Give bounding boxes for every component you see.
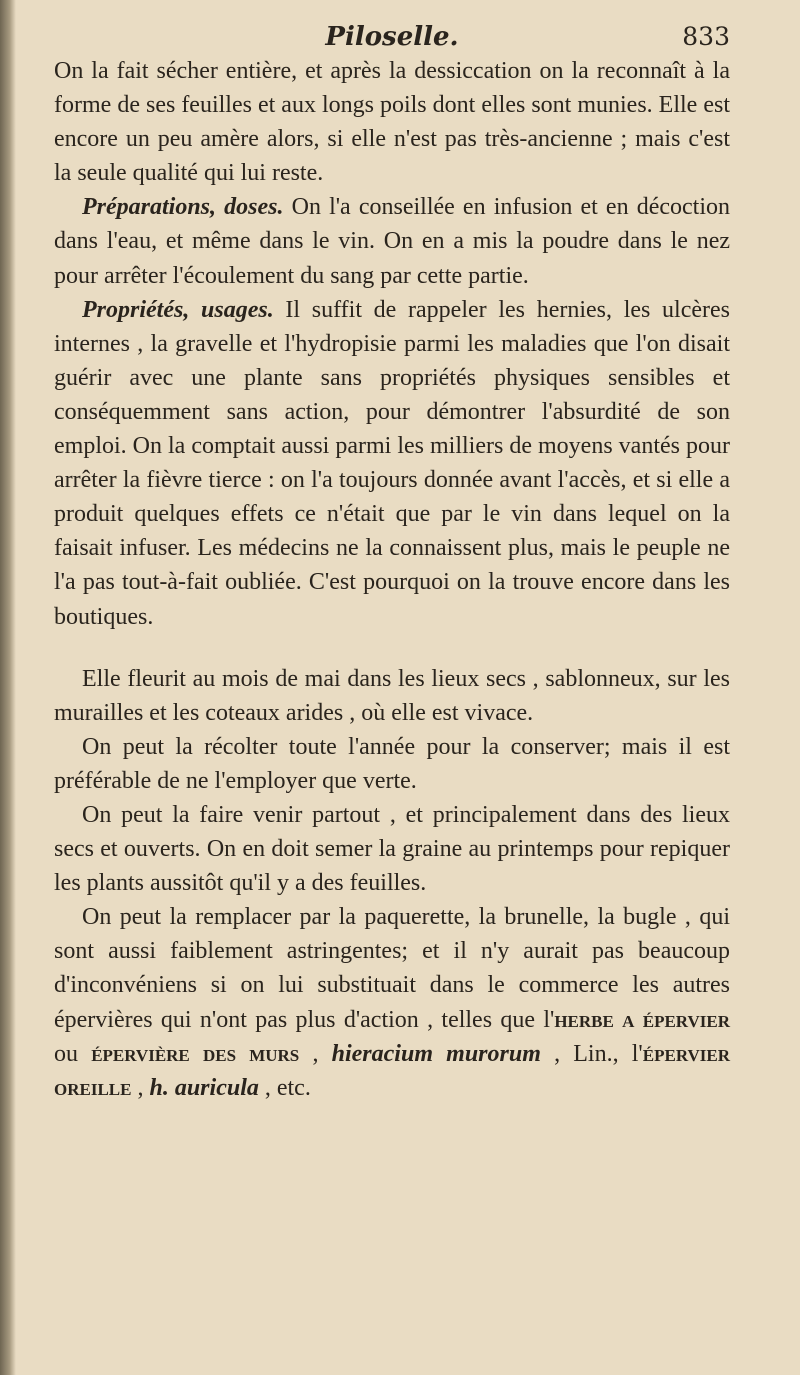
page-header — [54, 18, 730, 54]
substitutes-text-c: , — [299, 1040, 332, 1067]
plant-name-epervier-oreille: épervier oreille — [54, 1040, 731, 1101]
paragraph-properties-text: Il suffit de rappeler les hernies, les ulcères internes , la gravelle et l'hydropisie parmi les maladies que l'on disait guérir avec une plante sans propriétés physiques sensibles et conséquemment sans action, pour démontrer l'absurdité de son emploi. On la comptait aussi parmi les milliers de moyens vantés pour arrêter la fièvre tierce : on l'a toujours donnée avant l'accès, et si elle a produit quelques effets ce n'était que par le vin dans lequel on la faisait infuser. Les médecins ne la connaissent plus, mais le peuple ne l'a pas tout-à-fait oubliée. C'est pourquoi on la trouve encore dans les boutiques. — [54, 296, 731, 630]
substitutes-text-b: ou — [54, 1040, 92, 1067]
paragraph-properties — [54, 293, 730, 634]
paragraph-preparations-text: On l'a conseillée en infusion et en décoction dans l'eau, et même dans le vin. On en a mis la poudre dans le nez pour arrêter l'écoulement du sang par cette partie. — [54, 194, 730, 289]
paragraph-preparations — [54, 190, 730, 292]
paragraph-cultivation: On peut la faire venir partout , et principalement dans des lieux secs et ouverts. On en doit semer la graine au printemps pour repiquer les plants aussitôt qu'il y a des feuilles. — [54, 801, 730, 897]
book-gutter-edge — [0, 0, 16, 1375]
running-title: Piloselle. — [325, 22, 459, 52]
paragraph-substitutes — [54, 900, 730, 1105]
paragraph-drying: On la fait sécher entière, et après la dessiccation on la reconnaît à la forme de ses feuilles et aux longs poils dont elles sont munies. Elle est encore un peu amère alors, si elle n'est pas très-ancienne ; mais c'est la seule qualité qui lui reste. — [54, 58, 730, 187]
plant-name-epervière-des-murs: épervière des murs — [91, 1040, 300, 1067]
paragraph-harvest: On peut la récolter toute l'année pour la conserver; mais il est préférable de ne l'employer que verte. — [54, 733, 730, 794]
substitutes-text-d: , Lin., l' — [540, 1040, 643, 1067]
latin-name-hieracium-murorum: hieracium murorum — [331, 1040, 541, 1067]
plant-name-herbe-a-epervier: herbe a épervier — [554, 1006, 730, 1033]
paragraph-flowering: Elle fleurit au mois de mai dans les lieux secs , sablonneux, sur les murailles et les coteaux arides , où elle est vivace. — [54, 665, 730, 726]
substitutes-text-e: , — [131, 1074, 150, 1101]
substitutes-text-a: On peut la remplacer par la paquerette, la brunelle, la bugle , qui sont aussi faiblement astringentes; et il n'y aurait pas beaucoup d'inconvéniens si on lui substituait dans le commerce les autres épervières qui n'ont pas plus d'action , telles que l' — [54, 904, 730, 1033]
substitutes-text-f: , etc. — [258, 1074, 311, 1101]
section-lead-properties: Propriétés, usages. — [82, 296, 274, 323]
book-page — [54, 18, 730, 1105]
latin-name-h-auricula: h. auricula — [149, 1074, 259, 1101]
section-lead-preparations: Préparations, doses. — [82, 194, 284, 221]
page-number: 833 — [682, 22, 730, 51]
